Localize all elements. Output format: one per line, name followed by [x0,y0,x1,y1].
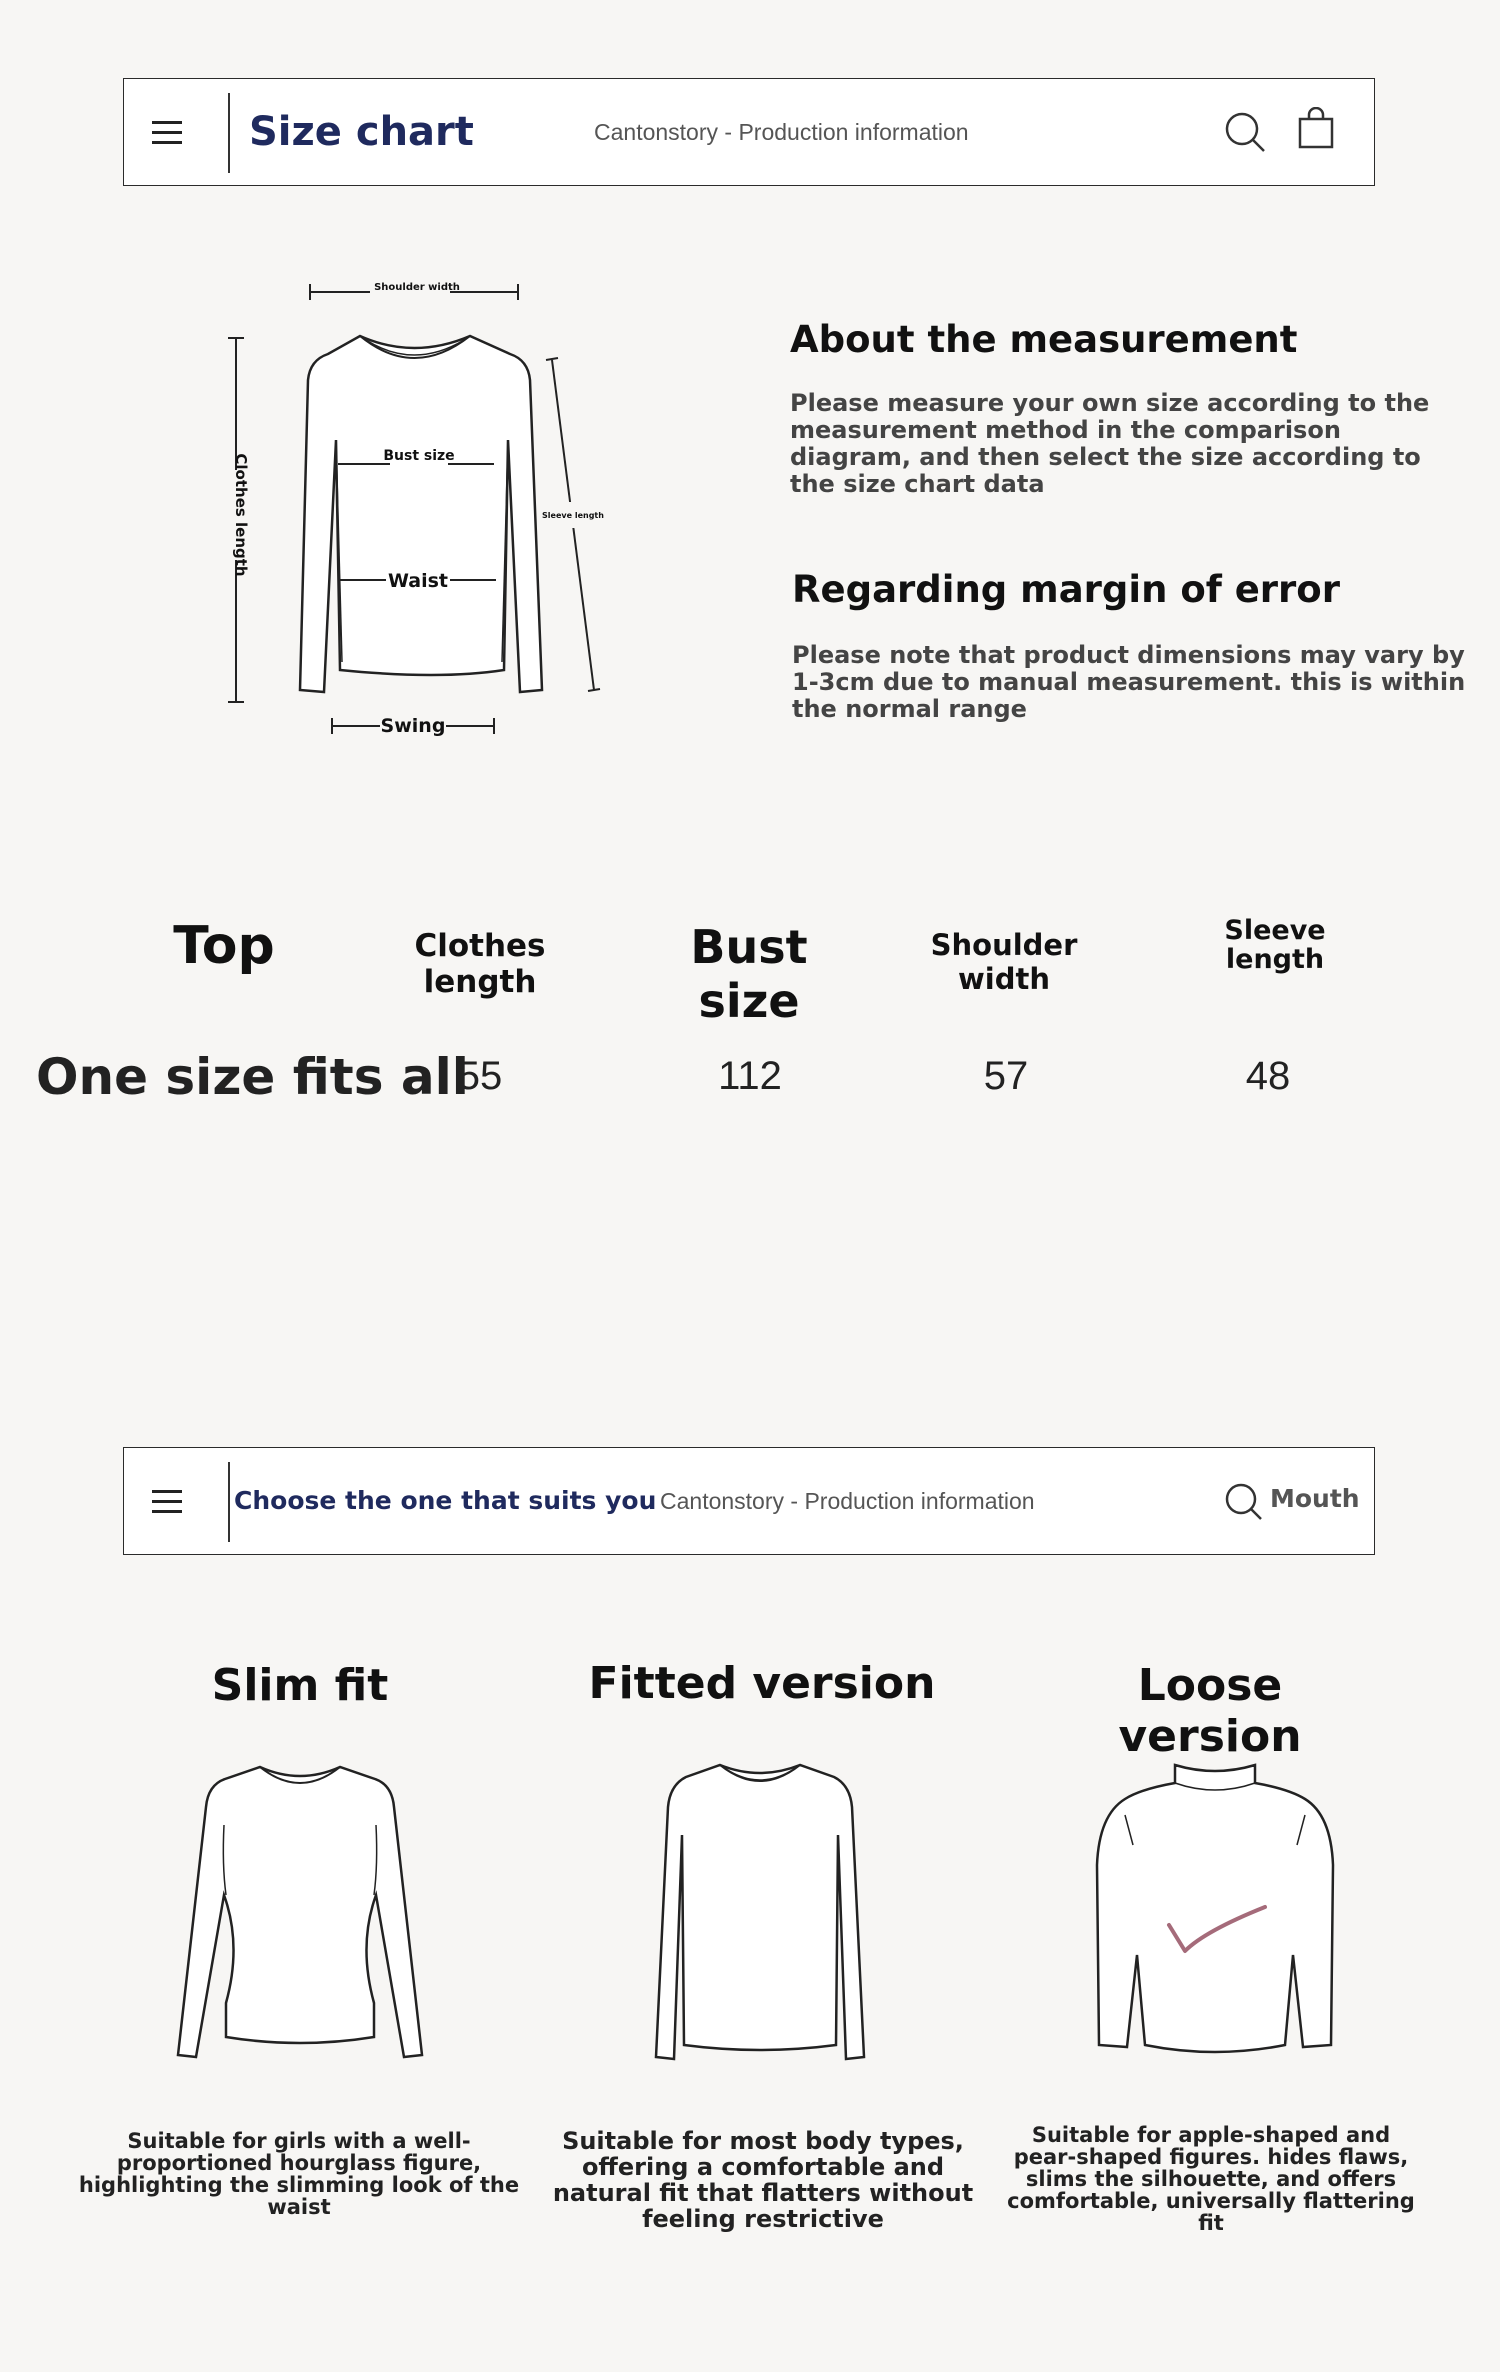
table-header-top: Top [173,916,275,976]
loose-version-sweater-illustration [1085,1755,1345,2065]
header-right-label: Mouth [1270,1484,1360,1513]
fit-desc-slim: Suitable for girls with a well-proportioned hourglass figure, highlighting the slimming look of the waist [78,2129,520,2219]
about-title: About the measurement [790,318,1298,361]
fit-header [123,1447,1375,1555]
header-subtitle: Cantonstory - Production information [594,119,969,145]
shopping-bag-icon[interactable] [1298,107,1334,149]
header-divider [228,93,230,173]
fit-title-slim: Slim fit [211,1660,389,1711]
margin-title: Regarding margin of error [792,568,1340,611]
search-icon[interactable] [1224,1482,1264,1522]
value-sleeve-length: 48 [1245,1054,1291,1098]
table-header-bust-size: Bust size [690,920,808,1028]
about-text: Please measure your own size according to the measurement method in the comparison diagram, and then select the size according to the size chart data [790,389,1430,498]
page-title: Size chart [249,109,474,155]
margin-text: Please note that product dimensions may vary by 1-3cm due to manual measurement. this is within the normal range [792,641,1466,723]
waist-label: Waist [387,570,449,592]
value-shoulder-width: 57 [983,1054,1029,1098]
search-icon[interactable] [1224,111,1268,155]
fit-desc-fitted: Suitable for most body types, offering a comfortable and natural fit that flatters without feeling restrictive [552,2127,974,2233]
shoulder-label: Shoulder width [374,282,460,293]
sleeve-label: Sleeve length [542,511,604,520]
size-chart-header [123,78,1375,186]
measurement-diagram [190,270,630,750]
value-clothes-length: 55 [457,1054,503,1098]
fit-section-title: Choose the one that suits you [234,1486,657,1515]
table-header-sleeve-length: Sleeve length [1224,915,1326,975]
swing-label: Swing [380,715,446,737]
header-divider [228,1462,230,1542]
slim-fit-sweater-illustration [160,1755,440,2065]
fitted-version-sweater-illustration [640,1755,880,2065]
fit-title-fitted: Fitted version [588,1658,936,1709]
menu-icon[interactable] [152,121,184,145]
table-header-clothes-length: Clothes length [414,928,546,1000]
fit-desc-loose: Suitable for apple-shaped and pear-shaped figures. hides flaws, slims the silhouette, and offers comfortable, universally flattering fit [1007,2123,1415,2235]
fit-title-loose: Loose version [1118,1660,1302,1762]
bust-label: Bust size [383,448,455,464]
clothes-length-label: Clothes length [232,453,250,577]
table-header-shoulder-width: Shoulder width [930,928,1078,996]
fit-header-subtitle: Cantonstory - Production information [660,1488,1035,1514]
value-bust-size: 112 [718,1054,782,1098]
menu-icon[interactable] [152,1490,184,1514]
table-row-label: One size fits all [36,1048,469,1106]
